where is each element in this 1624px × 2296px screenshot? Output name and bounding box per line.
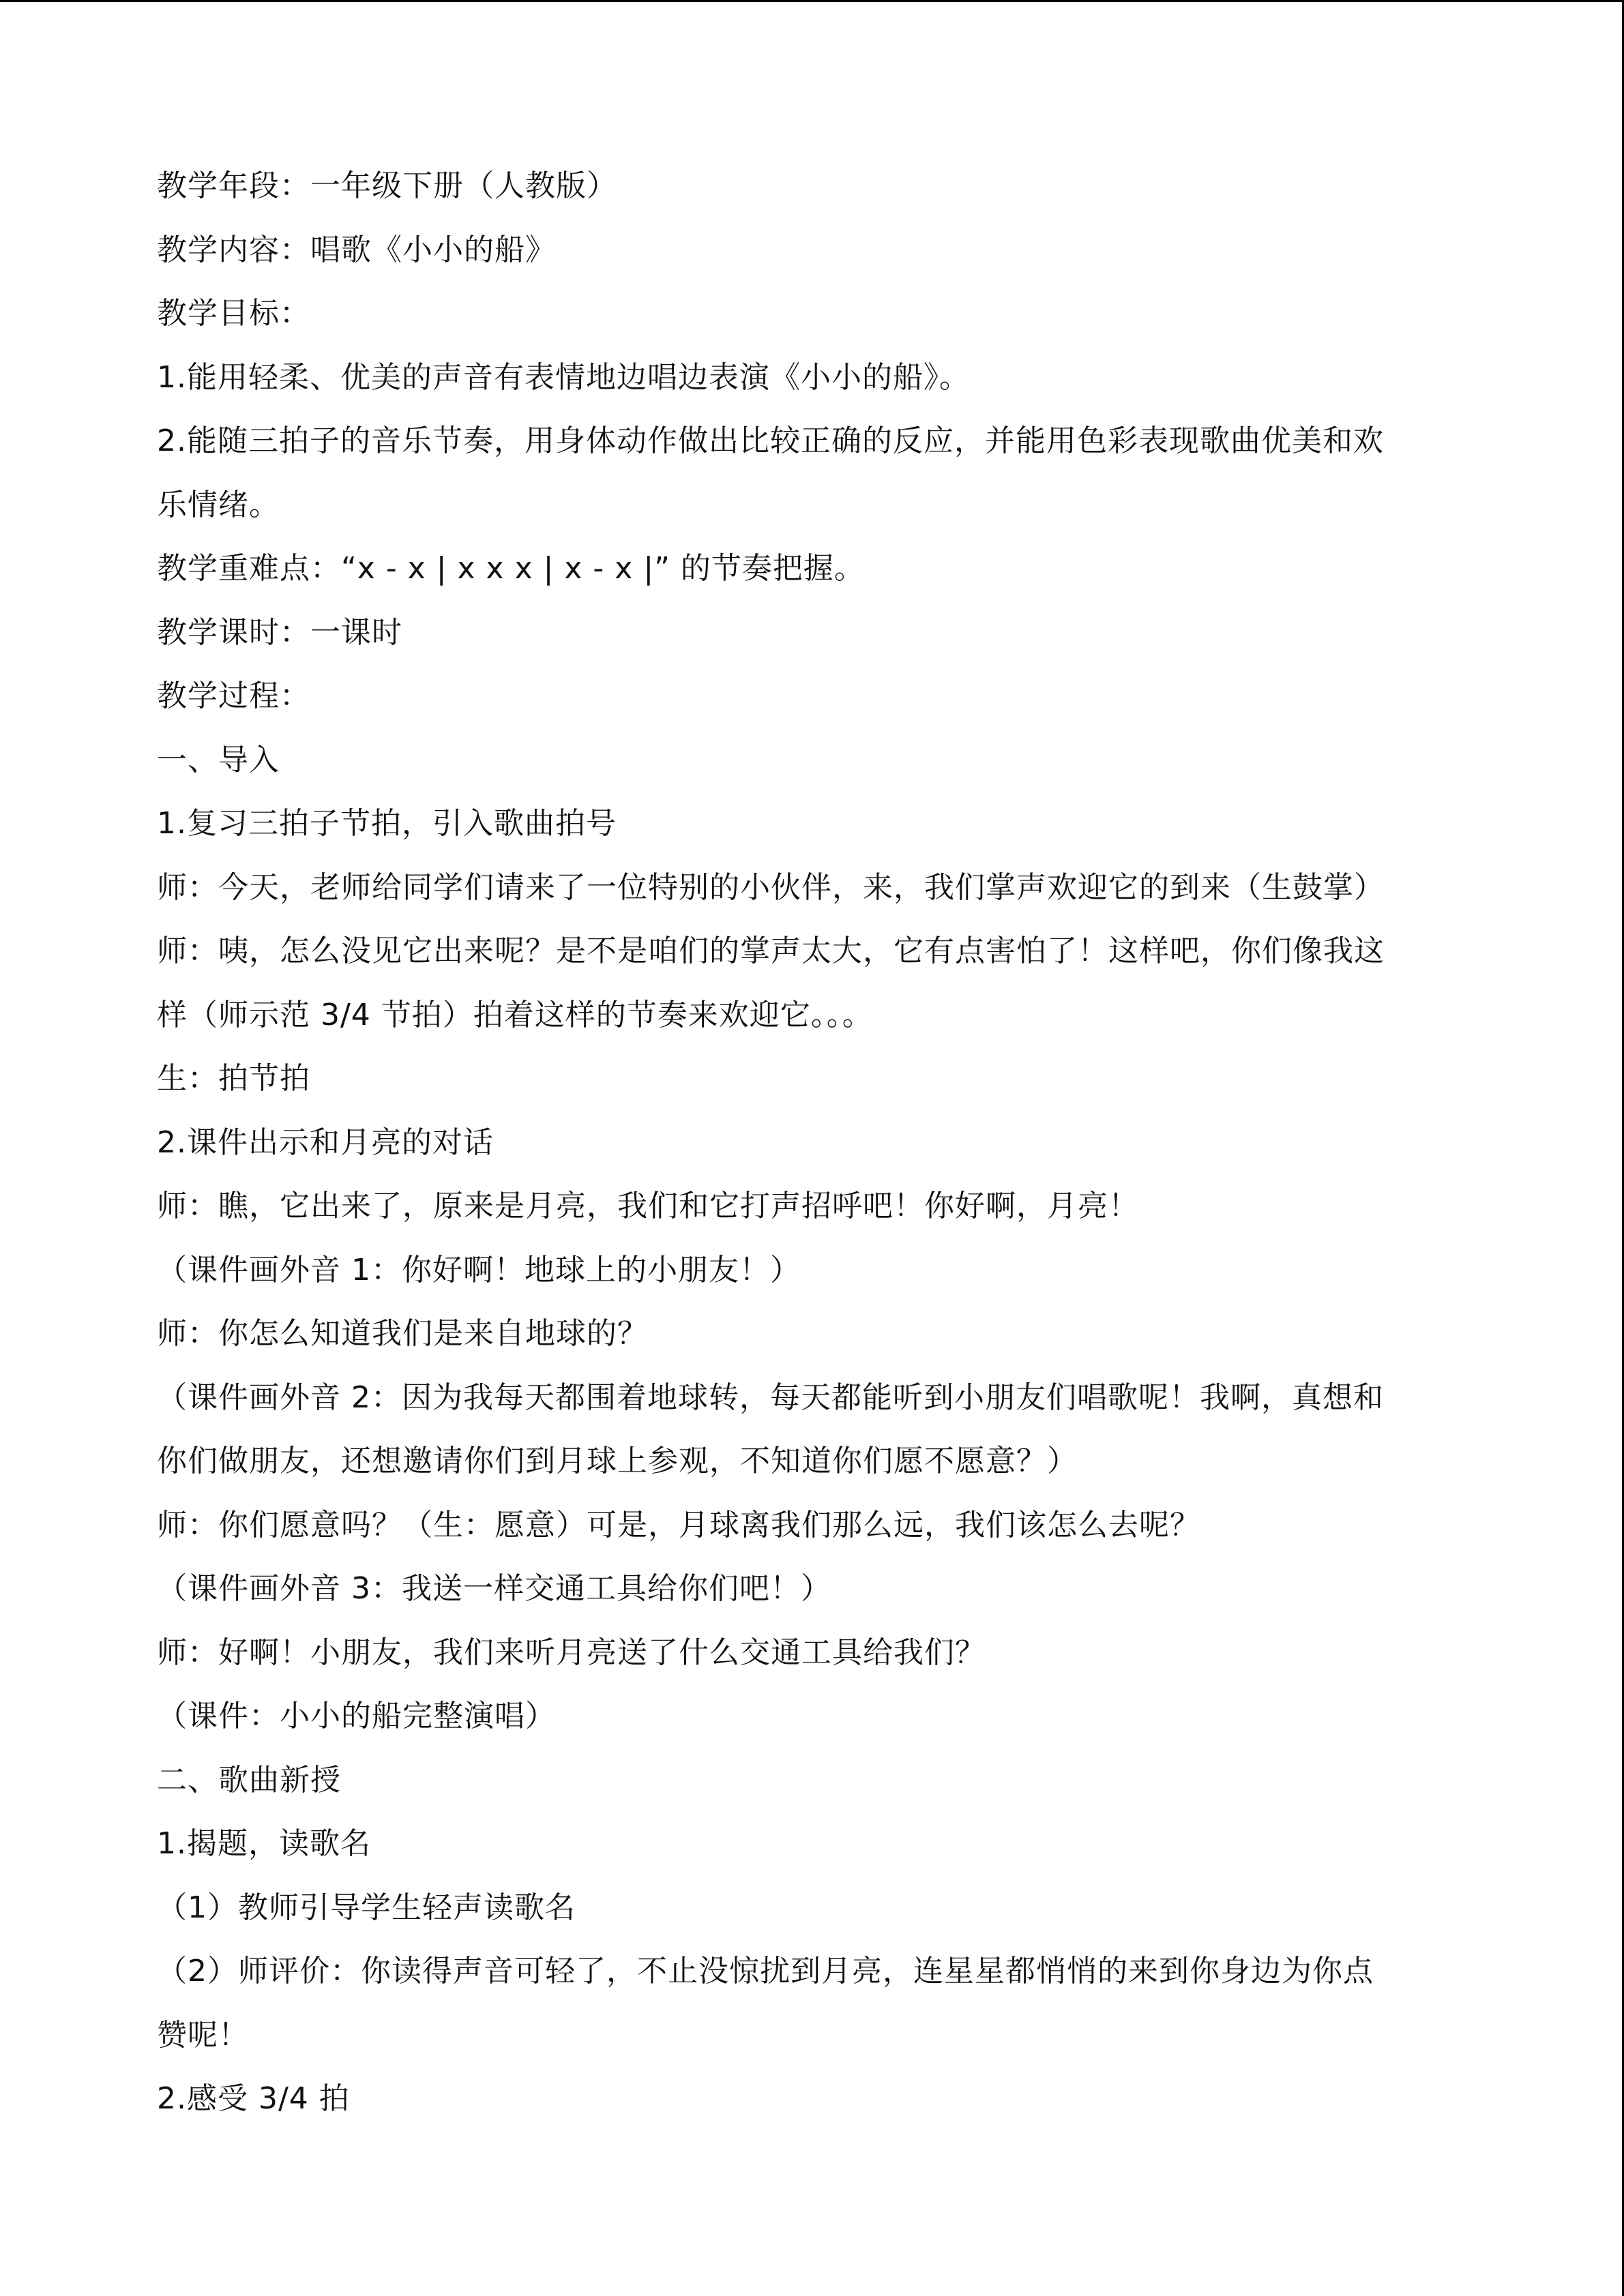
text-line: 师：今天，老师给同学们请来了一位特别的小伙伴，来，我们掌声欢迎它的到来（生鼓掌） [157,869,1385,905]
text-line: 样（师示范 3/4 节拍）拍着这样的节奏来欢迎它。。。 [157,997,873,1032]
text-line: 师：你们愿意吗？（生：愿意）可是，月球离我们那么远，我们该怎么去呢？ [157,1507,1200,1542]
text-line: 生：拍节拍 [157,1061,310,1096]
text-line: 2.感受 3/4 拍 [157,2081,350,2116]
text-line: 教学目标： [157,296,310,331]
page-top-border [0,0,1624,2]
text-line: 教学重难点：“x - x | x x x | x - x |” 的节奏把握。 [157,551,865,586]
text-line: 师：你怎么知道我们是来自地球的？ [157,1316,648,1351]
text-line: 1.能用轻柔、优美的声音有表情地边唱边表演《小小的船》。 [157,359,970,395]
text-line: 教学年段：一年级下册（人教版） [157,168,617,203]
text-line: 1.复习三拍子节拍，引入歌曲拍号 [157,806,617,841]
text-line: 2.能随三拍子的音乐节奏，用身体动作做出比较正确的反应，并能用色彩表现歌曲优美和欢 [157,423,1384,458]
text-line: （课件：小小的船完整演唱） [157,1699,556,1733]
text-line: 教学过程： [157,679,310,713]
text-line: （课件画外音 2：因为我每天都围着地球转，每天都能听到小朋友们唱歌呢！我啊，真想和 [157,1380,1384,1415]
text-line: （2）师评价：你读得声音可轻了，不止没惊扰到月亮，连星星都悄悄的来到你身边为你点 [157,1954,1374,1988]
text-line: 你们做朋友，还想邀请你们到月球上参观，不知道你们愿不愿意？） [157,1444,1078,1478]
document-body [157,154,1494,2131]
text-line: 1.揭题，读歌名 [157,1826,371,1861]
text-line: 教学课时：一课时 [157,614,402,650]
text-line: 师：咦，怎么没见它出来呢？是不是咱们的掌声太大，它有点害怕了！这样吧，你们像我这 [157,934,1385,968]
text-line: （课件画外音 3：我送一样交通工具给你们吧！） [157,1571,831,1606]
text-line: 师：好啊！小朋友，我们来听月亮送了什么交通工具给我们？ [157,1635,986,1670]
text-line: （1）教师引导学生轻声读歌名 [157,1890,576,1925]
text-line: 师：瞧，它出来了，原来是月亮，我们和它打声招呼吧！你好啊，月亮！ [157,1189,1139,1223]
text-line: 教学内容：唱歌《小小的船》 [157,232,556,267]
text-line: 赞呢！ [157,2017,249,2053]
section-heading: 一、导入 [157,742,280,777]
section-heading: 二、歌曲新授 [157,1762,341,1798]
text-line: 2.课件出示和月亮的对话 [157,1124,494,1160]
text-line: 乐情绪。 [157,487,280,522]
text-line: （课件画外音 1：你好啊！地球上的小朋友！） [157,1252,801,1287]
